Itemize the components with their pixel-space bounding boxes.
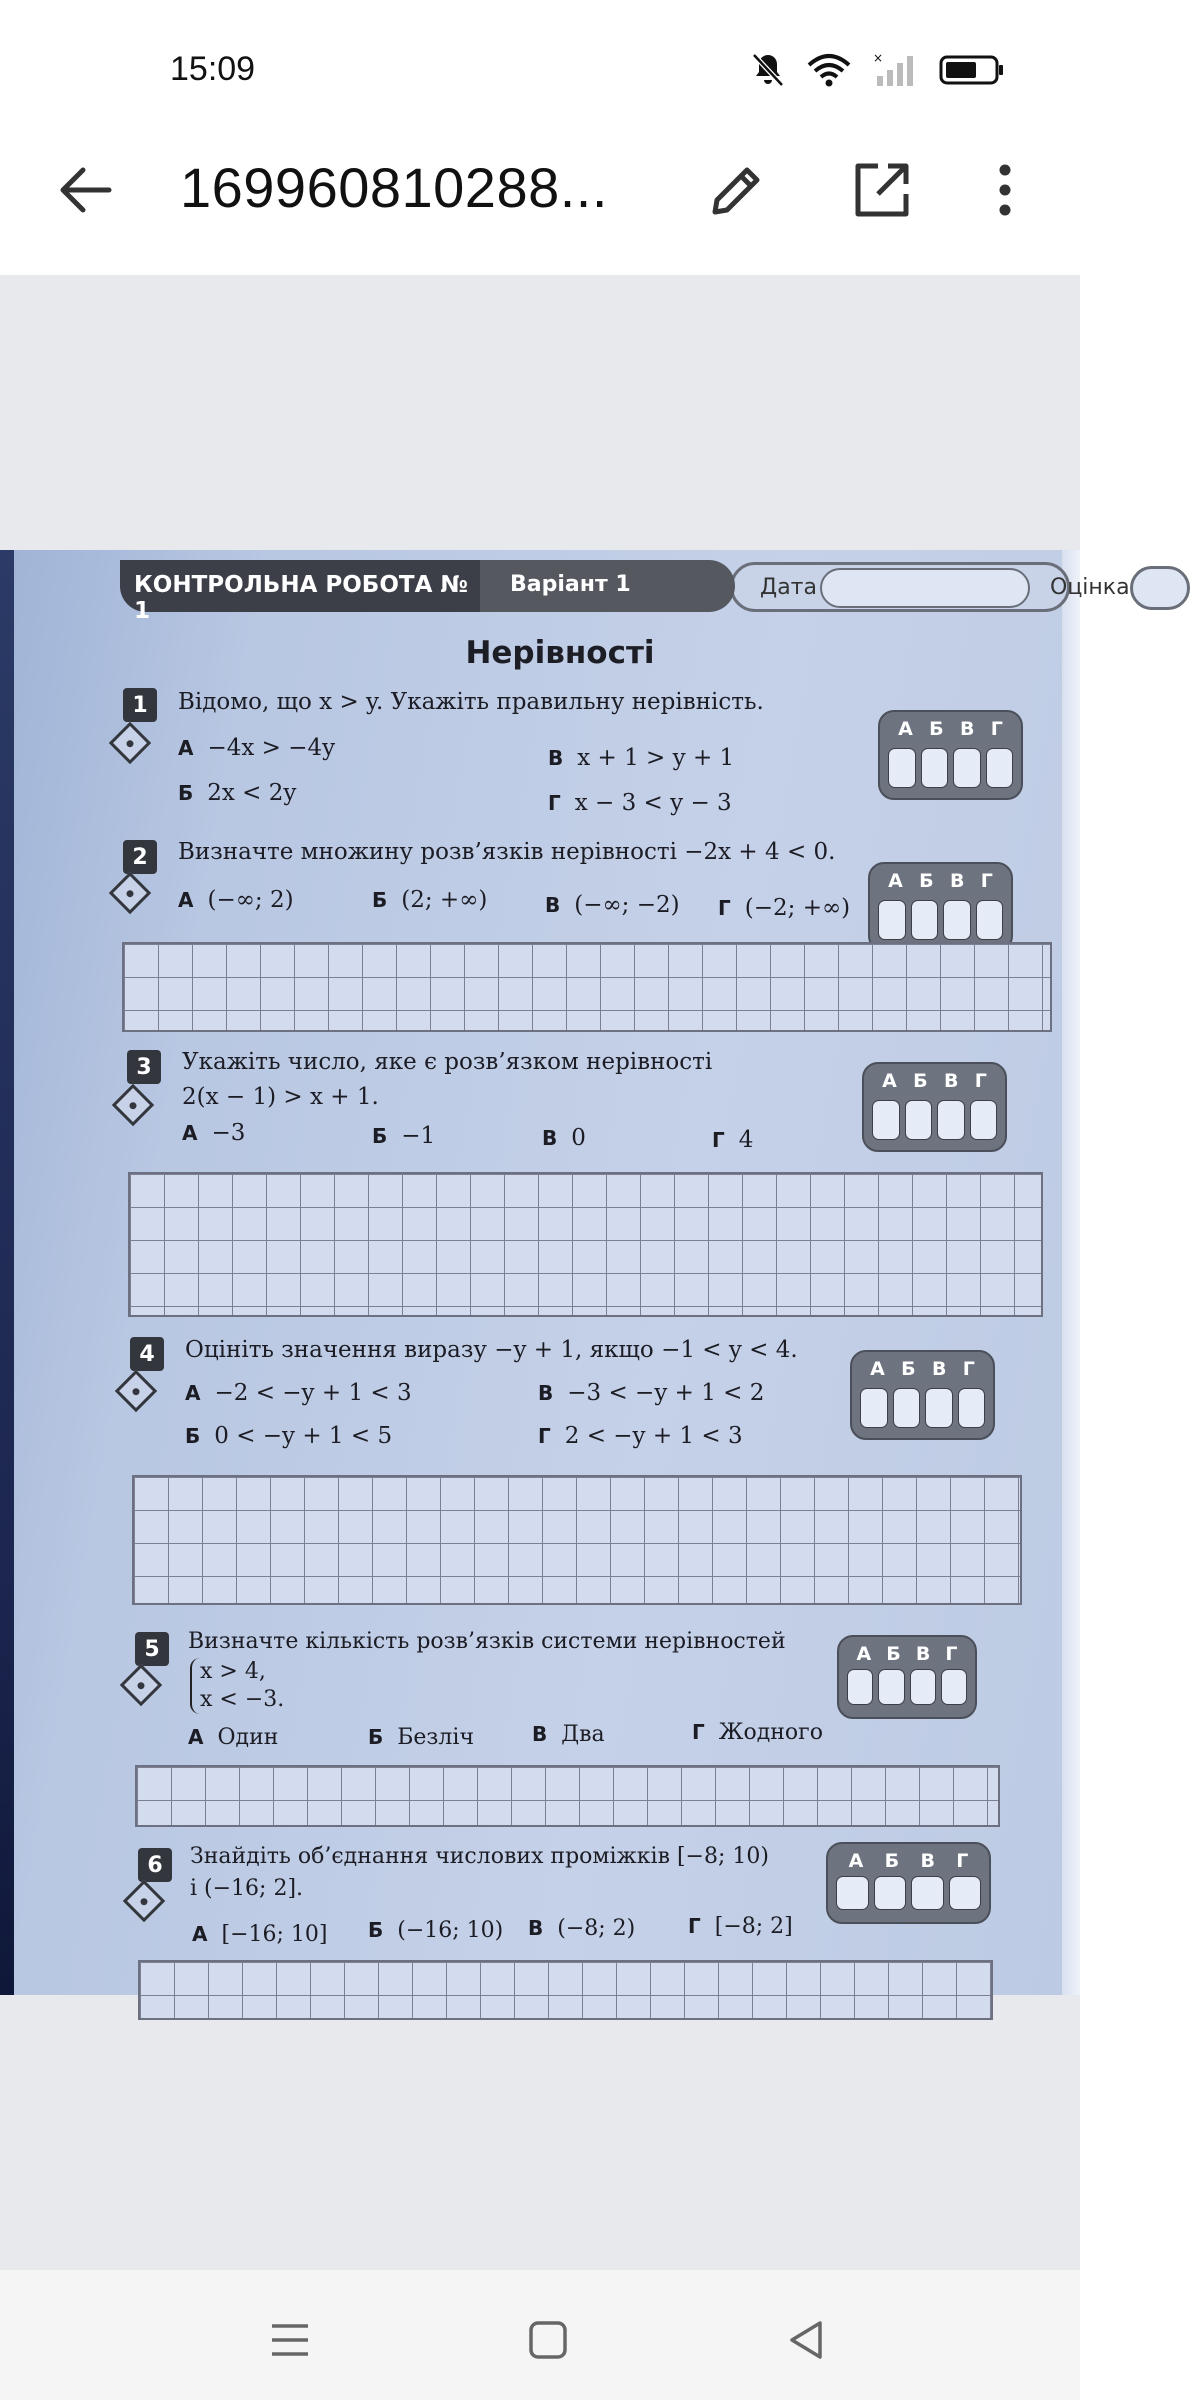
back-button[interactable] [50, 155, 120, 225]
page-edge-right [1062, 550, 1080, 1995]
option-c: В Два [532, 1722, 605, 1747]
date-box [820, 568, 1030, 608]
bell-off-icon [751, 52, 785, 88]
option-c: В −3 < −y + 1 < 2 [538, 1380, 765, 1406]
question-diamond-icon [123, 1880, 165, 1922]
question-diamond-icon [109, 872, 151, 914]
status-icons [751, 52, 1005, 88]
question-text-cont: 2(x − 1) > x + 1. [182, 1084, 379, 1110]
question-text: Визначте множину розв’язків нерівності −2x + 4 < 0. [178, 839, 836, 865]
question-diamond-icon [112, 1084, 154, 1126]
arrow-back-icon [57, 165, 113, 215]
option-c: В 0 [542, 1125, 586, 1151]
question-diamond-icon [109, 722, 151, 764]
menu-icon [268, 2320, 312, 2360]
pencil-icon [705, 158, 769, 222]
question-number: 3 [127, 1050, 161, 1084]
question-text: Оцініть значення виразу −y + 1, якщо −1 < y < 4. [185, 1337, 798, 1363]
option-b: Б −1 [372, 1123, 436, 1149]
option-b: Б (−16; 10) [368, 1918, 504, 1943]
open-external-button[interactable] [850, 158, 925, 233]
home-square-icon [526, 2318, 570, 2362]
svg-text:×: × [873, 51, 884, 65]
date-label: Дата [760, 575, 817, 600]
question-text: Визначте кількість розв’язків системи нерівностей [188, 1629, 786, 1654]
work-label: КОНТРОЛЬНА РОБОТА № 1 [120, 560, 480, 612]
option-a: А (−∞; 2) [178, 887, 294, 913]
more-options-button[interactable] [985, 158, 1045, 233]
answer-box: А Б В Г [850, 1350, 995, 1440]
answer-box: А Б В Г [862, 1062, 1007, 1152]
worksheet-header [120, 560, 1130, 624]
answer-box: А Б В Г [868, 862, 1013, 952]
option-a: А −2 < −y + 1 < 3 [185, 1380, 412, 1406]
question-text: Укажіть число, яке є розв’язком нерівності [182, 1049, 713, 1075]
option-a: А [−16; 10] [192, 1922, 328, 1947]
question-number: 1 [123, 688, 157, 722]
question-number: 6 [138, 1848, 172, 1882]
option-d: Г 2 < −y + 1 < 3 [538, 1423, 743, 1449]
work-grid [128, 1172, 1043, 1317]
worksheet-topic: Нерівності [465, 635, 655, 671]
option-d: Г x − 3 < y − 3 [548, 790, 732, 816]
navigation-bar [0, 2270, 1080, 2400]
edit-button[interactable] [705, 158, 780, 233]
option-b: Б (2; +∞) [372, 887, 488, 913]
question-diamond-icon [120, 1664, 162, 1706]
recent-apps-button[interactable] [260, 2310, 320, 2370]
option-c: В (−8; 2) [528, 1916, 636, 1941]
question-text: Знайдіть об’єднання числових проміжків [−8; 10) [190, 1844, 769, 1869]
question-number: 4 [130, 1337, 164, 1371]
option-b: Б 0 < −y + 1 < 5 [185, 1423, 393, 1449]
option-c: В x + 1 > y + 1 [548, 745, 735, 771]
wifi-icon [807, 53, 851, 87]
inequality-system: x > 4, x < −3. [190, 1658, 284, 1714]
signal-icon [873, 52, 917, 88]
option-d: Г Жодного [692, 1720, 823, 1745]
system-back-button[interactable] [776, 2310, 836, 2370]
work-grid [135, 1765, 1000, 1827]
answer-box: А Б В Г [837, 1635, 977, 1719]
back-triangle-icon [784, 2318, 828, 2362]
grade-label: Оцінка [1050, 575, 1130, 600]
open-external-icon [850, 158, 914, 222]
question-diamond-icon [115, 1370, 157, 1412]
option-d: Г [−8; 2] [688, 1914, 793, 1939]
option-c: В (−∞; −2) [545, 892, 680, 918]
more-vert-icon [985, 158, 1025, 222]
option-b: Б 2x < 2y [178, 780, 297, 806]
status-time: 15:09 [170, 50, 256, 88]
home-button[interactable] [518, 2310, 578, 2370]
variant-label: Варіант 1 [480, 560, 735, 612]
file-title: 169960810288... [180, 156, 608, 219]
battery-icon [939, 54, 1005, 86]
status-bar [0, 0, 1080, 140]
question-number: 5 [135, 1632, 169, 1666]
grade-box [1130, 566, 1190, 610]
page-edge-left [0, 550, 14, 1995]
question-text: Відомо, що x > y. Укажіть правильну нерівність. [178, 689, 764, 715]
worksheet-photo[interactable] [0, 550, 1130, 1995]
answer-box: А Б В Г [826, 1842, 991, 1924]
option-b: Б Безліч [368, 1725, 474, 1750]
option-a: А −4x > −4y [178, 735, 336, 761]
question-number: 2 [123, 840, 157, 874]
option-a: А Один [188, 1725, 279, 1750]
work-grid [138, 1960, 993, 2020]
option-d: Г (−2; +∞) [718, 895, 851, 921]
answer-box: А Б В Г [878, 710, 1023, 800]
option-d: Г 4 [712, 1127, 754, 1153]
question-text-cont: і (−16; 2]. [190, 1876, 304, 1901]
work-grid [122, 942, 1052, 1032]
option-a: А −3 [182, 1120, 246, 1146]
work-grid [132, 1475, 1022, 1605]
